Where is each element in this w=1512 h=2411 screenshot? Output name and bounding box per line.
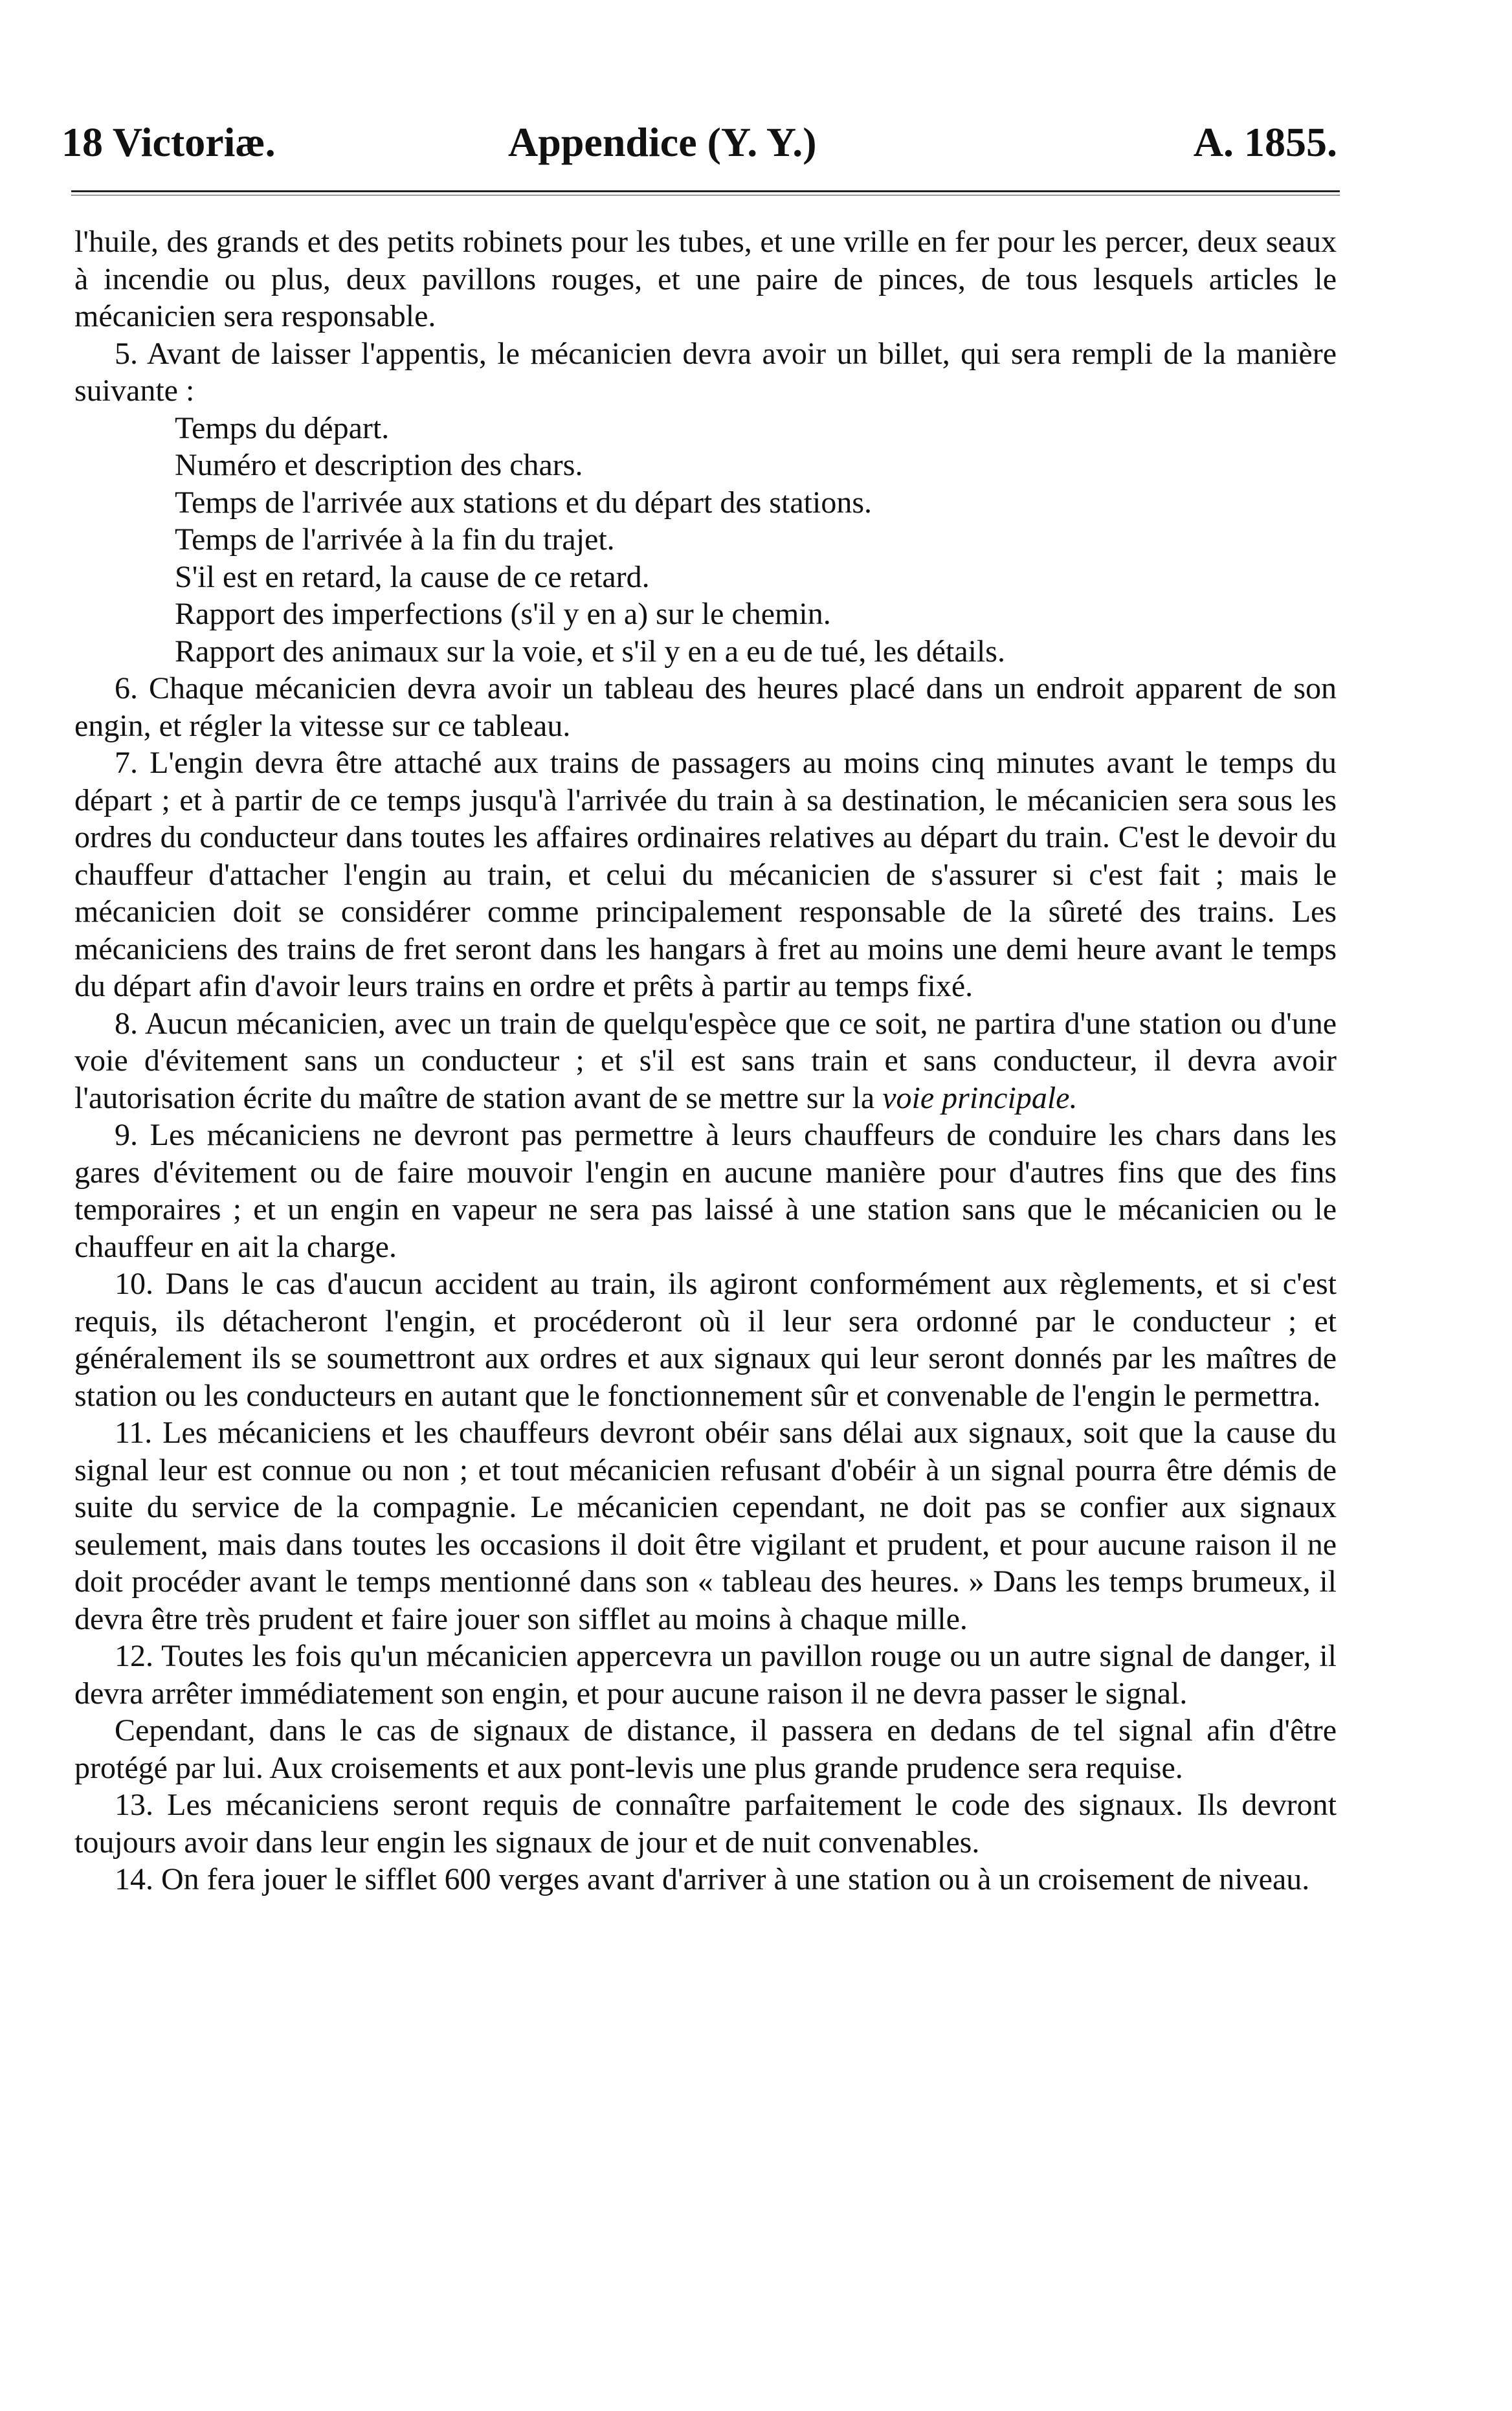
paragraph-12-continued: Cependant, dans le cas de signaux de distance, il passera en dedans de tel signal afin d'être protégé par lui. Aux croisements et aux pont-levis une plus grande prudence sera requise. [74,1713,1337,1785]
header-rule [71,190,1340,192]
paragraph-12: 12. Toutes les fois qu'un mécanicien appercevra un pavillon rouge ou un autre signal de danger, il devra arrêter immédiatement son engin, et pour aucune raison il ne devra passer le signal. [74,1639,1337,1711]
paragraph-8-italic: voie principale. [882,1080,1078,1115]
list-item: Numéro et description des chars. [175,448,583,482]
paragraph-5: 5. Avant de laisser l'appentis, le mécanicien devra avoir un billet, qui sera rempli de la manière suivante : [74,336,1337,408]
paragraph-8-text: 8. Aucun mécanicien, avec un train de quelqu'espèce que ce soit, ne partira d'une station ou d'une voie d'évitement sans un conducteur ; et s'il est sans train et sans conducteur, il devra avoir l'autorisation écrite du maître de station avant de se mettre sur la [74,1006,1337,1115]
body-text [74,223,1337,1898]
list-item: Rapport des animaux sur la voie, et s'il y en a eu de tué, les détails. [175,634,1005,669]
list-item: Rapport des imperfections (s'il y en a) sur le chemin. [175,597,831,631]
paragraph-6: 6. Chaque mécanicien devra avoir un tableau des heures placé dans un endroit apparent de son engin, et régler la vitesse sur ce tableau. [74,671,1337,743]
paragraph-10: 10. Dans le cas d'aucun accident au train, ils agiront conformément aux règlements, et si c'est requis, ils détacheront l'engin, et procéderont où il leur sera ordonné par le conducteur ; et généralement ils se soumettront aux ordres et aux signaux qui leur seront donnés par les maîtres de station ou les conducteurs en autant que le fonctionnement sûr et convenable de l'engin le permettra. [74,1267,1337,1413]
paragraph-7: 7. L'engin devra être attaché aux trains de passagers au moins cinq minutes avant le temps du départ ; et à partir de ce temps jusqu'à l'arrivée du train à sa destination, le mécanicien sera sous les ordres du conducteur dans toutes les affaires ordinaires relatives au départ du train. C'est le devoir du chauffeur d'attacher l'engin au train, et celui du mécanicien de s'assurer si c'est fait ; mais le mécanicien doit se considérer comme principalement responsable de la sûreté des trains. Les mécaniciens des trains de fret seront dans les hangars à fret au moins une demi heure avant le temps du départ afin d'avoir leurs trains en ordre et prêts à partir au temps fixé. [74,746,1337,1003]
paragraph-9: 9. Les mécaniciens ne devront pas permettre à leurs chauffeurs de conduire les chars dans les gares d'évitement ou de faire mouvoir l'engin en aucune manière pour d'autres fins que des fins temporaires ; et un engin en vapeur ne sera pas laissé à une station sans que le mécanicien ou le chauffeur en ait la charge. [74,1118,1337,1264]
paragraph-14: 14. On fera jouer le sifflet 600 verges avant d'arriver à une station ou à un croisement de niveau. [115,1862,1310,1896]
paragraph-8 [74,1005,1337,1117]
header-regnal-year: 18 Victoriæ. [61,119,276,165]
header-year: A. 1855. [1193,119,1337,165]
paragraph-13: 13. Les mécaniciens seront requis de connaître parfaitement le code des signaux. Ils devront toujours avoir dans leur engin les signaux de jour et de nuit convenables. [74,1788,1337,1860]
paragraph-11: 11. Les mécaniciens et les chauffeurs devront obéir sans délai aux signaux, soit que la cause du signal leur est connue ou non ; et tout mécanicien refusant d'obéir à un signal pourra être démis de suite du service de la compagnie. Le mécanicien cependant, ne doit pas se confier aux signaux seulement, mais dans toutes les occasions il doit être vigilant et prudent, et pour aucune raison il ne doit procéder avant le temps mentionné dans son « tableau des heures. » Dans les temps brumeux, il devra être très prudent et faire jouer son sifflet au moins à chaque mille. [74,1416,1337,1636]
paragraph-intro: l'huile, des grands et des petits robinets pour les tubes, et une vrille en fer pour les percer, deux seaux à incendie ou plus, deux pavillons rouges, et une paire de pinces, de tous lesquels articles le mécanicien sera responsable. [74,225,1337,333]
page-header [61,110,1337,175]
list-item: S'il est en retard, la cause de ce retard. [175,559,650,594]
list-item: Temps de l'arrivée aux stations et du départ des stations. [175,485,872,520]
list-item: Temps de l'arrivée à la fin du trajet. [175,522,615,557]
list-item: Temps du départ. [175,410,390,445]
header-appendix-title: Appendice (Y. Y.) [508,119,817,165]
